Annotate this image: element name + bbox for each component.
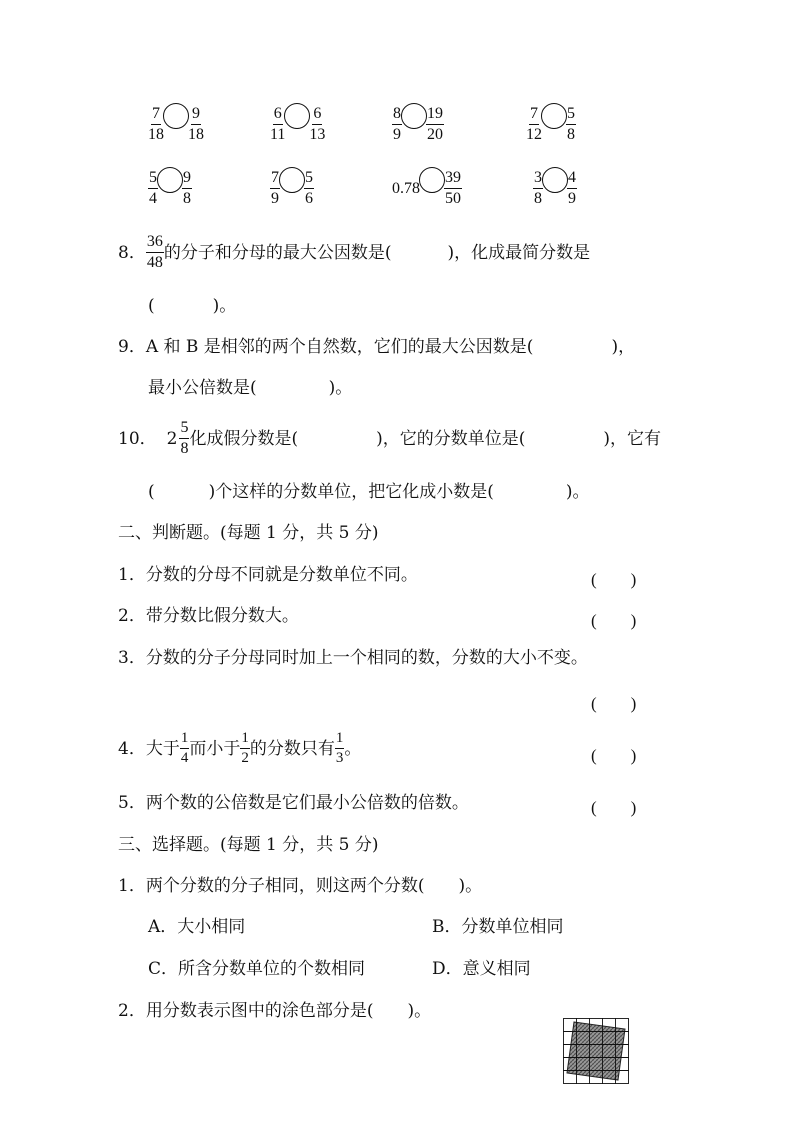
judge-answer-2[interactable]: ( ) [591,611,637,630]
choice-option-a[interactable]: A．大小相同 [148,917,246,937]
answer-circle[interactable] [401,103,427,129]
choice-option-c[interactable]: C．所含分数单位的个数相同 [148,959,366,979]
fraction: $\frac{7}{18}$ [148,105,164,143]
compare-7 [392,170,462,207]
compare-8 [533,170,577,207]
paren-open: ( [148,296,155,316]
question-number: 9． [118,337,146,357]
fraction: $\frac{3}{8}$ [534,169,542,207]
answer-circle[interactable] [419,167,445,193]
question-text: )，化成最简分数是 [447,242,591,263]
fraction: $\frac{1}{4}$ [180,730,189,766]
question-number: 8． [118,242,146,263]
fraction: $\frac{5}{8}$ [567,105,575,143]
judge-answer-5[interactable]: ( ) [591,798,637,817]
question-8-line2 [148,296,236,316]
fraction: $\frac{9}{18}$ [188,105,204,143]
mixed-whole: 2 [166,428,178,449]
judge-item-3: 3．分数的分子分母同时加上一个相同的数，分数的大小不变。 [118,648,588,668]
judge-item-5: 5．两个数的公倍数是它们最小公倍数的倍数。 [118,793,469,813]
choice-question-2: 2．用分数表示图中的涂色部分是( )。 [118,1001,432,1021]
shaded-grid-figure [563,1018,629,1084]
question-8 [118,234,590,271]
judge-answer-4[interactable]: ( ) [591,746,637,765]
answer-circle[interactable] [542,167,568,193]
compare-1 [148,106,204,143]
decimal-value: 0.78 [392,179,420,197]
fraction: $\frac{5}{4}$ [149,169,157,207]
fraction: $\frac{39}{50}$ [445,169,461,207]
answer-circle[interactable] [163,103,189,129]
fraction: $\frac{19}{20}$ [427,105,443,143]
question-9: 9．A 和 B 是相邻的两个自然数，它们的最大公因数是( )， [118,337,636,357]
question-number: 10． [118,428,157,449]
answer-circle[interactable] [279,167,305,193]
section-3-title: 三、选择题。(每题 1 分，共 5 分) [118,835,379,855]
question-10-line2: ( )个这样的分数单位，把它化成小数是( )。 [148,482,590,502]
paren-close: )。 [212,296,237,316]
fraction: $\frac{6}{13}$ [309,105,326,143]
compare-6 [270,170,314,207]
judge-item-2: 2．带分数比假分数大。 [118,606,299,626]
fraction: $\frac{7}{9}$ [271,169,279,207]
compare-4 [526,106,576,143]
judge-answer-1[interactable]: ( ) [591,570,637,589]
answer-circle[interactable] [541,103,567,129]
choice-option-d[interactable]: D．意义相同 [432,959,531,979]
compare-2 [270,106,325,143]
answer-circle[interactable] [284,103,310,129]
judge-item-4: 4．大于 $\frac{1}{4}$ 而小于 $\frac{1}{2}$ 的分数只有 $\frac{1}{3}$ 。 [118,730,362,766]
judge-item-1: 1．分数的分母不同就是分数单位不同。 [118,565,418,585]
fraction: $\frac{36}{48}$ [146,233,163,271]
fraction: $\frac{5}{8}$ [180,419,189,457]
question-9-line2: 最小公倍数是( )。 [148,378,353,398]
fraction: $\frac{1}{2}$ [241,730,249,766]
fraction: $\frac{7}{12}$ [526,105,542,143]
fraction: $\frac{9}{8}$ [183,169,191,207]
fraction: $\frac{4}{9}$ [568,169,576,207]
fraction: $\frac{6}{11}$ [270,105,286,143]
compare-5 [148,170,192,207]
section-2-title: 二、判断题。(每题 1 分，共 5 分) [118,523,379,543]
question-10: 10． 2 $\frac{5}{8}$ 化成假分数是( )，它的分数单位是( )，它有 [118,419,662,457]
answer-circle[interactable] [157,167,183,193]
fraction: $\frac{5}{6}$ [305,169,313,207]
compare-3 [392,106,444,143]
judge-answer-3[interactable]: ( ) [591,694,637,713]
choice-question-1: 1．两个分数的分子相同，则这两个分数( )。 [118,876,483,896]
question-text: 的分子和分母的最大公因数是( [163,242,392,263]
question-text: A 和 B 是相邻的两个自然数，它们的最大公因数是( [145,337,534,357]
fraction: $\frac{8}{9}$ [393,105,401,143]
choice-option-b[interactable]: B．分数单位相同 [432,917,564,937]
fraction: $\frac{1}{3}$ [335,730,344,766]
